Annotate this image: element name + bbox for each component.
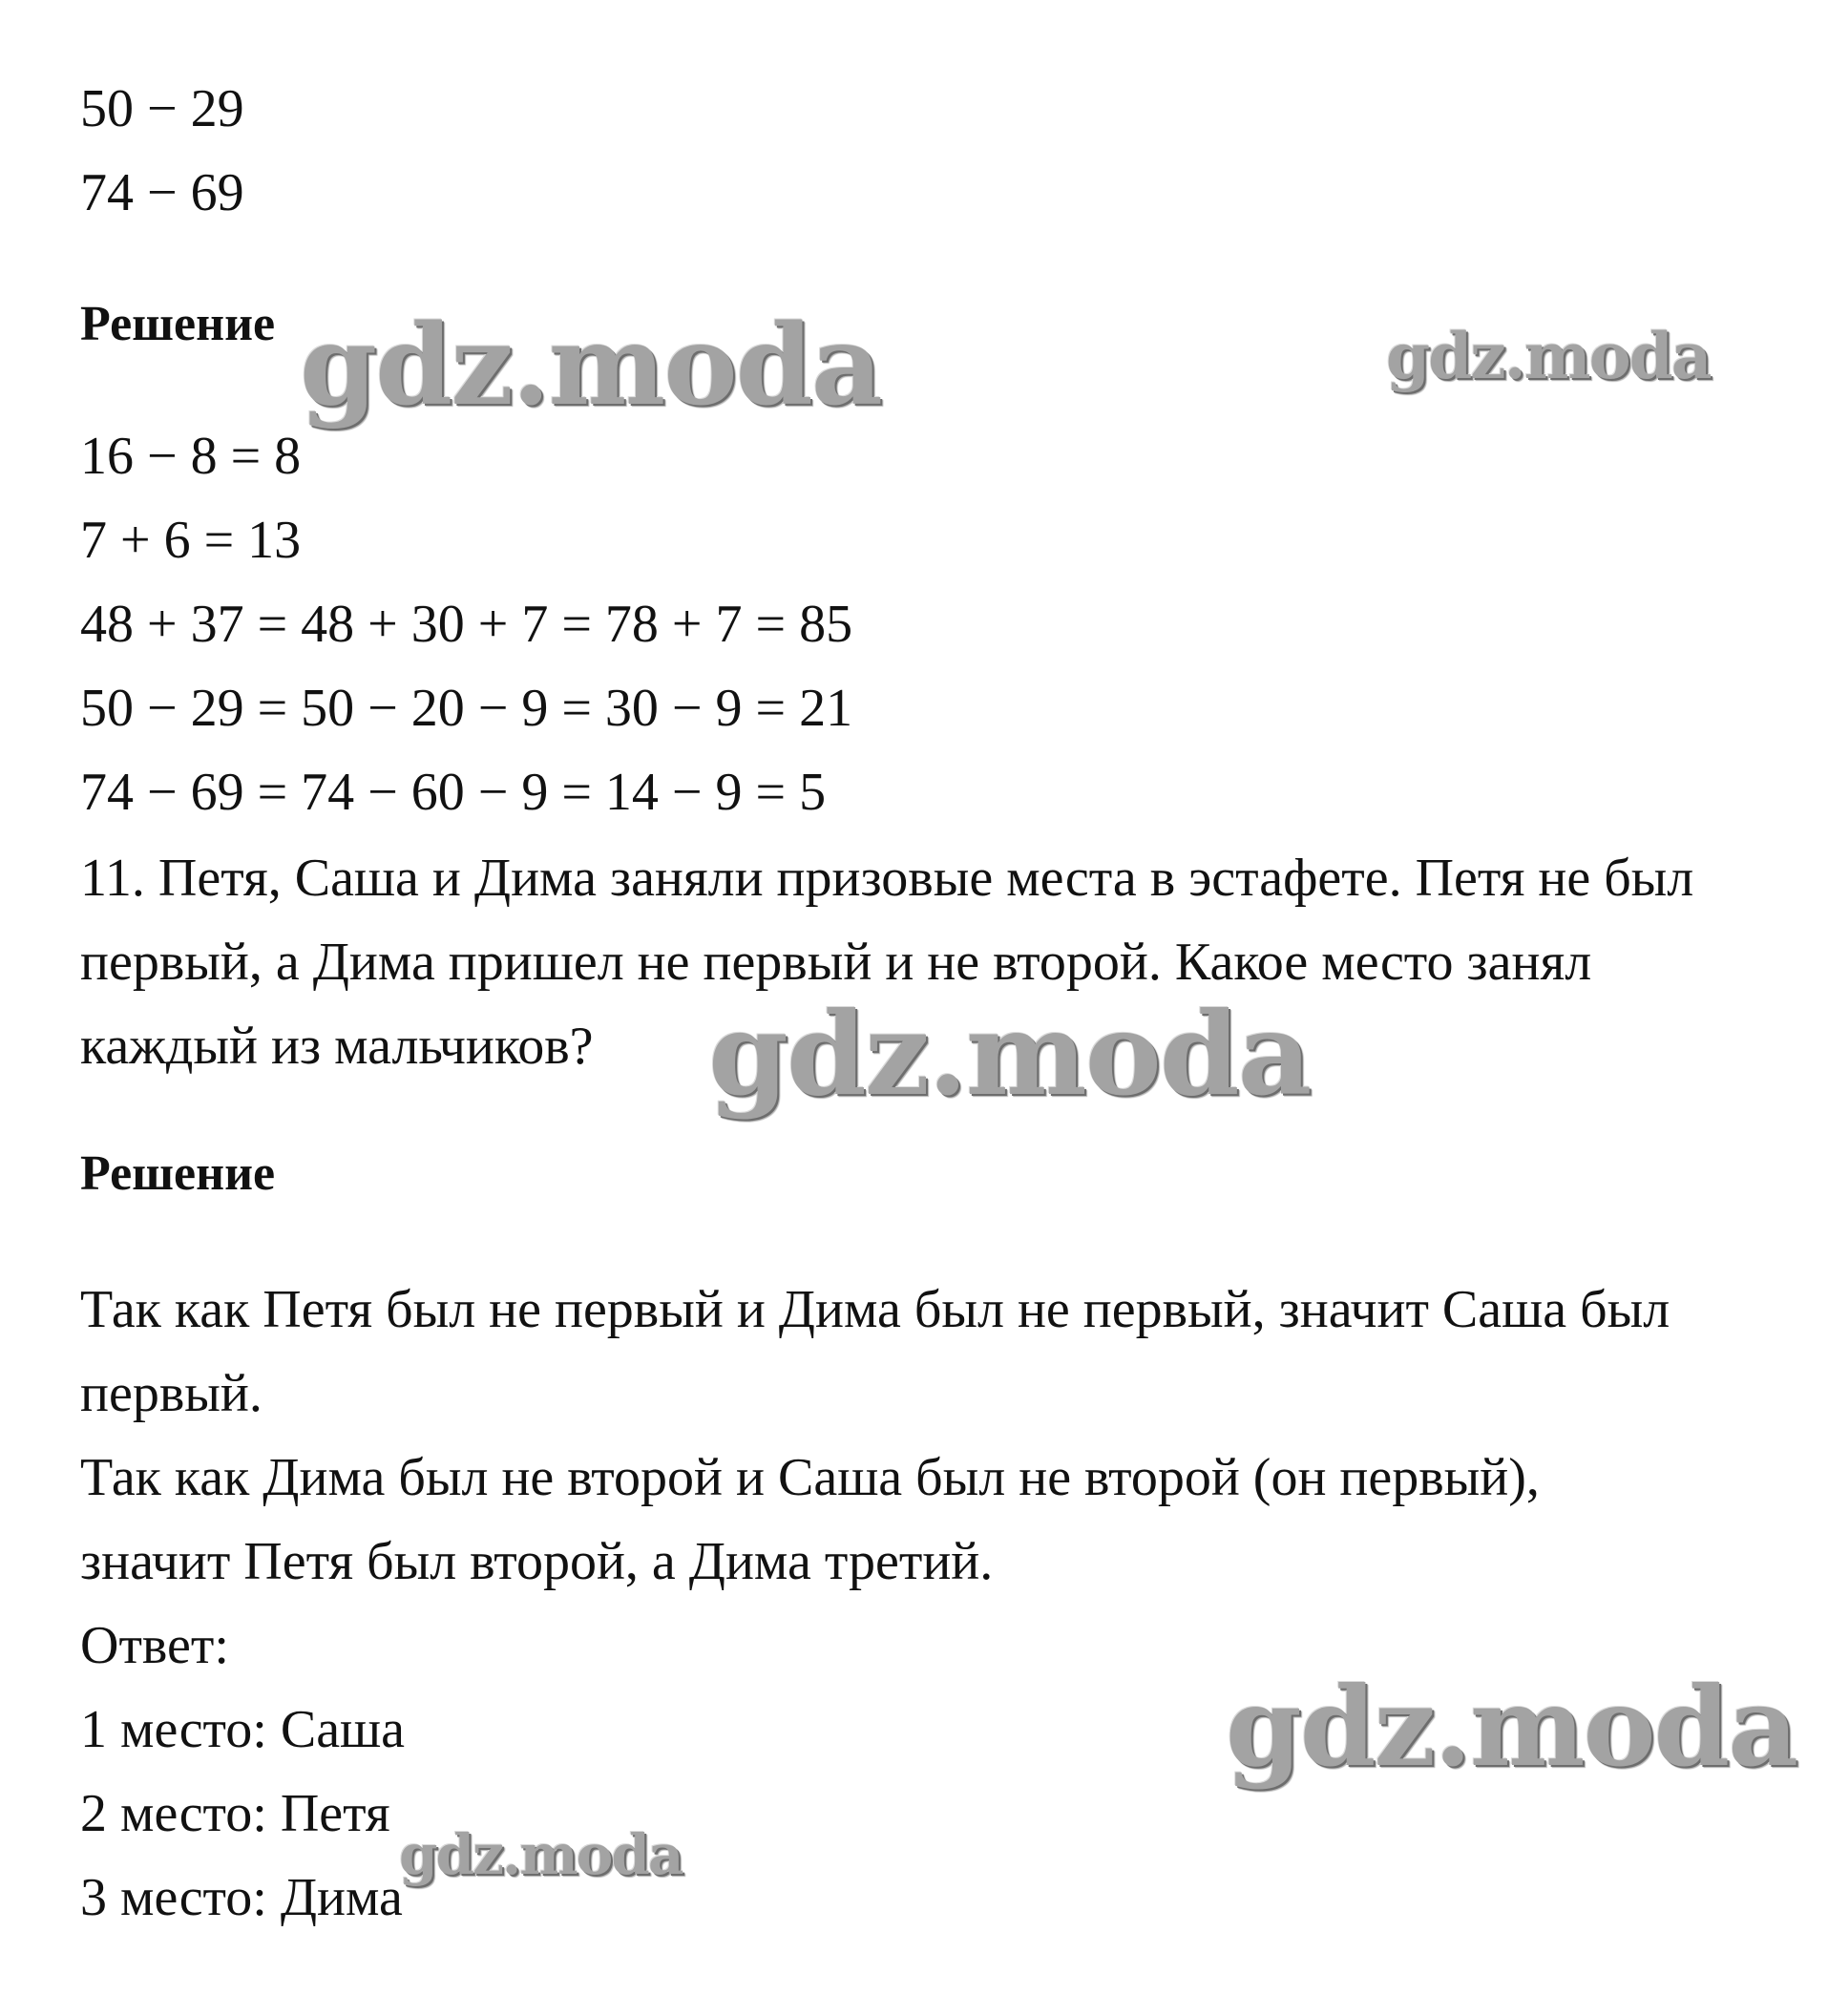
solution-line: 16 − 8 = 8 xyxy=(80,427,302,486)
watermark-logo: gdz.moda xyxy=(1386,319,1711,393)
solution-heading: Решение xyxy=(80,297,276,351)
solution-line: 7 + 6 = 13 xyxy=(80,511,302,570)
task-text-line: каждый из мальчиков? xyxy=(80,1017,594,1076)
solution-line: Так как Петя был не первый и Дима был не первый, значит Саша был xyxy=(80,1280,1670,1339)
solution-line: значит Петя был второй, а Дима третий. xyxy=(80,1532,994,1591)
answer-line: 2 место: Петя xyxy=(80,1784,390,1843)
solution-line: 74 − 69 = 74 − 60 − 9 = 14 − 9 = 5 xyxy=(80,763,827,822)
expression-line: 74 − 69 xyxy=(80,163,244,222)
solution-heading: Решение xyxy=(80,1146,276,1201)
expression-line: 50 − 29 xyxy=(80,79,244,138)
solution-line: первый. xyxy=(80,1364,263,1423)
answer-line: 1 место: Саша xyxy=(80,1700,406,1759)
watermark-logo: gdz.moda xyxy=(399,1822,683,1887)
watermark-logo: gdz.moda xyxy=(300,301,881,430)
watermark-logo: gdz.moda xyxy=(708,987,1311,1122)
solution-line: Так как Дима был не второй и Саша был не второй (он первый), xyxy=(80,1448,1540,1507)
task-text-line: первый, а Дима пришел не первый и не второй. Какое место занял xyxy=(80,933,1592,992)
solution-line: 48 + 37 = 48 + 30 + 7 = 78 + 7 = 85 xyxy=(80,595,853,654)
task-text-line: 11. Петя, Саша и Дима заняли призовые места в эстафете. Петя не был xyxy=(80,849,1694,908)
watermark-logo: gdz.moda xyxy=(1226,1663,1797,1791)
solution-line: 50 − 29 = 50 − 20 − 9 = 30 − 9 = 21 xyxy=(80,679,853,738)
answer-line: 3 место: Дима xyxy=(80,1868,403,1927)
answer-label: Ответ: xyxy=(80,1616,229,1675)
